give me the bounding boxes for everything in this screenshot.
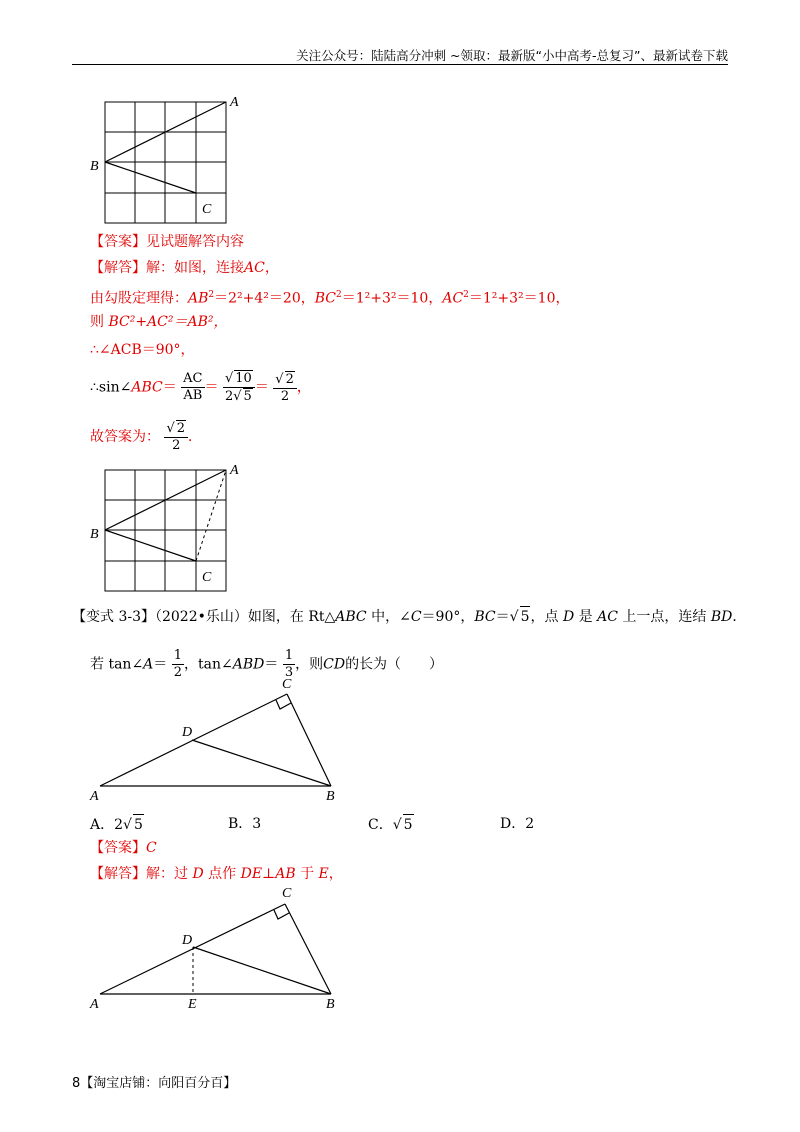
grid2-label-c: C bbox=[202, 570, 212, 585]
solution-1-intro: 【解答】解：如图，连接AC， bbox=[90, 260, 279, 276]
tri2-label-d: D bbox=[182, 933, 193, 948]
grid2-label-a: A bbox=[230, 463, 239, 478]
grid-figure-1 bbox=[86, 92, 256, 232]
grid1-label-c: C bbox=[202, 202, 212, 217]
answer-1 bbox=[90, 232, 244, 252]
then-line: 则 BC²+AC²＝AB²， bbox=[90, 314, 228, 330]
tri2-label-e: E bbox=[188, 997, 197, 1012]
answer-tag: 【答案】 bbox=[90, 234, 146, 250]
grid1-label-b: B bbox=[90, 159, 99, 174]
tri1-label-d: D bbox=[182, 725, 193, 740]
option-a[interactable]: A．2√ 5 bbox=[90, 814, 144, 835]
tri1-label-c: C bbox=[282, 677, 292, 692]
header-rule bbox=[72, 64, 728, 65]
page-number: 8 bbox=[72, 1076, 81, 1091]
page-header: 关注公众号：陆陆高分冲刺 ~领取：最新版“小中高考-总复习”、最新试卷下载 bbox=[296, 48, 728, 63]
tri2-label-c: C bbox=[282, 886, 292, 901]
triangle-figure-1 bbox=[86, 676, 346, 806]
tri1-label-b: B bbox=[326, 789, 335, 804]
tri1-label-a: A bbox=[90, 789, 99, 804]
answer-text: 见试题解答内容 bbox=[146, 234, 244, 250]
variant-title: 【变式 3-3】（2022•乐山）如图，在 Rt△ABC 中，∠C＝90°，BC＝√ 5，点 D 是 AC 上一点，连结 BD． bbox=[72, 606, 746, 627]
page-footer bbox=[72, 1072, 236, 1091]
grid-figure-2 bbox=[86, 460, 256, 600]
tri2-label-b: B bbox=[326, 997, 335, 1012]
variant-condition: 若 tan∠A＝ $\frac{1}{2}$ ，tan∠ABD＝ $\frac{1}{3}$ ，则CD的长为（ ） bbox=[90, 648, 444, 680]
option-c[interactable]: C．√ 5 bbox=[368, 814, 414, 835]
solution-2-intro: 【解答】解：过 D 点作 DE⊥AB 于 E， bbox=[90, 866, 343, 882]
footer-text: 【淘宝店铺：向阳百分百】 bbox=[80, 1076, 237, 1091]
option-b[interactable]: B．3 bbox=[228, 816, 262, 832]
answer-2: 【答案】C bbox=[90, 840, 157, 856]
option-d[interactable]: D．2 bbox=[500, 816, 535, 832]
sin-line: ∴sin∠ABC＝ $\frac{AC}{AB}$ ＝ $\frac{√ 10}{2√ 5}$ ＝ $\frac{√ 2}{2}$ ， bbox=[90, 371, 311, 404]
grid2-label-b: B bbox=[90, 527, 99, 542]
triangle-figure-2 bbox=[86, 884, 346, 1014]
tri2-label-a: A bbox=[90, 997, 99, 1012]
angle-line: ∴∠ACB＝90°， bbox=[90, 342, 195, 358]
grid1-label-a: A bbox=[230, 95, 239, 110]
pythagoras-line: 由勾股定理得：$AB^2=2^2+4^2=20$，$BC^2=1^2+3^2=10$，$AC^2=1^2+3^2=10$， bbox=[90, 290, 570, 307]
result-line: 故答案为： $\frac{√ 2}{2}$ ． bbox=[90, 421, 203, 453]
